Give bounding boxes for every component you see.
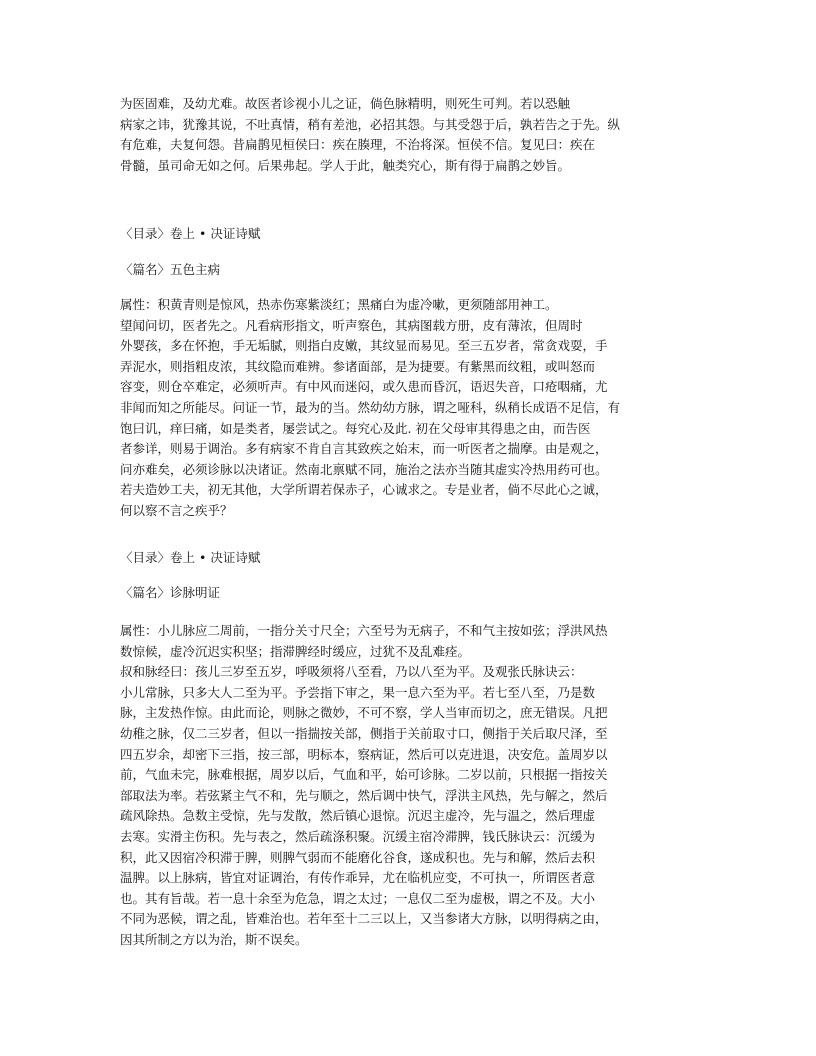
text-line: 为医固难，及幼尤难。故医者诊视小儿之证，倘色脉精明，则死生可判。若以恐触 [120, 96, 571, 111]
text-line: 骨髓，虽司命无如之何。后果弗起。学人于此，触类究心，斯有得于扁鹊之妙旨。 [120, 157, 571, 173]
text-line: 前，气血未完，脉难根据，周岁以后，气血和平，始可诊脉。二岁以前，只根据一指按关 [120, 767, 608, 783]
catalog-heading: 〈目录〉卷上 • 决证诗赋 [120, 550, 261, 565]
chapter-title: 〈篇名〉五色主病 [120, 262, 221, 277]
text-line: 因其所制之方以为治，斯不误矣。 [120, 931, 308, 947]
text-line: 弄泥水，则指粗皮浓，其纹隐而难辨。参诸面部，是为捷要。有紫黑而纹粗，或叫怒而 [120, 358, 596, 374]
text-line: 若夫造妙工夫，初无其他，大学所谓若保赤子，心诚求之。专是业者，倘不尽此心之诚， [120, 482, 608, 498]
catalog-heading: 〈目录〉卷上 • 决证诗赋 [120, 226, 261, 241]
text-line: 外婴孩，多在怀抱，手无垢腻，则指白皮嫩，其纹显而易见。至三五岁者，常贪戏耍，手 [120, 338, 608, 354]
text-line: 有危难，夫复何怨。昔扁鹊见桓侯曰：疾在腠理，不治将深。恒侯不信。复见曰：疾在 [120, 137, 596, 153]
text-line: 容变，则仓卒难定，必须听声。有中风而迷闷，或久患而昏沉，语迟失音，口疮咽痛，尤 [120, 379, 608, 395]
text-line: 问亦难矣，必须诊脉以决诸证。然南北禀赋不同，施治之法亦当随其虚实冷热用药可也。 [120, 461, 608, 477]
text-line: 疏风除热。急数主受惊，先与发散，然后镇心退惊。沉迟主虚冷，先与温之，然后理虚 [120, 808, 596, 824]
text-line: 温脾。以上脉病，皆宜对证调治，有传作乖异，尤在临机应变，不可执一，所谓医者意 [120, 870, 596, 886]
text-line: 幼稚之脉，仅二三岁者，但以一指揣按关部，侧指于关前取寸口，侧指于关后取尺泽，至 [120, 725, 608, 741]
text-line: 望闻问切，医者先之。凡看病形指文，听声察色，其病图载方册，皮有薄浓，但周时 [120, 317, 583, 333]
text-line: 饱曰讥，痒曰痛，如是类者，屡尝试之。每究心及此. 初在父母审其得患之由，而告医 [120, 420, 591, 436]
text-line: 者参详，则易于调治。多有病家不肯自言其致疾之始末，而一听医者之揣摩。由是观之， [120, 441, 608, 457]
text-line: 数惊候，虚冷沉迟实积坚；指滞脾经时缓应，过犹不及乱难痊。 [120, 643, 471, 659]
text-line: 小儿常脉，只多大人二至为平。予尝指下审之，果一息六至为平。若七至八至，乃是数 [120, 684, 596, 700]
text-line: 四五岁余，却密下三指，按三部，明标本，察病证，然后可以克进退，决安危。盖周岁以 [120, 746, 608, 762]
intro-paragraph [120, 94, 690, 176]
text-line: 叔和脉经曰：孩儿三岁至五岁，呼吸须将八至看，乃以八至为平。及观张氏脉诀云： [120, 664, 583, 680]
text-line: 何以察不言之疾乎？ [120, 502, 233, 518]
text-line: 不同为恶候，谓之乱，皆难治也。若年至十二三以上，又当参诸大方脉，以明得病之由， [120, 911, 608, 927]
chapter-body [120, 621, 690, 951]
text-line: 非闻而知之所能尽。问证一节，最为的当。然幼幼方脉，谓之哑科，纵稍长成语不足信，有 [120, 399, 621, 415]
text-line: 脉，主发热作惊。由此而论，则脉之微妙，不可不察，学人当审而切之，庶无错误。凡把 [120, 705, 608, 721]
text-line: 属性：积黄青则是惊风，热赤伤寒紫淡红；黑痛白为虚冷嗽，更须随部用神工。 [120, 297, 558, 312]
text-line: 也。其有旨哉。若一息十余至为危急，谓之太过；一息仅二至为虚极，谓之不及。大小 [120, 890, 596, 906]
text-line: 属性：小儿脉应二周前，一指分关寸尺全；六至号为无病子，不和气主按如弦；浮洪风热 [120, 623, 608, 638]
text-line: 积，此又因宿冷积滞于脾，则脾气弱而不能磨化谷食，遂成积也。先与和解，然后去积 [120, 849, 596, 865]
text-line: 去寒。实滑主伤积。先与表之，然后疏涤积聚。沉缓主宿冷滞脾，钱氏脉诀云：沉缓为 [120, 828, 596, 844]
chapter-body [120, 295, 690, 522]
text-line: 部取法为率。若弦紧主气不和，先与顺之，然后调中快气，浮洪主风热，先与解之，然后 [120, 787, 608, 803]
text-line: 病家之讳，犹豫其说，不吐真情，稍有差池，必招其怨。与其受怨于后，孰若告之于先。纵 [120, 116, 621, 132]
chapter-title: 〈篇名〉诊脉明证 [120, 585, 221, 600]
